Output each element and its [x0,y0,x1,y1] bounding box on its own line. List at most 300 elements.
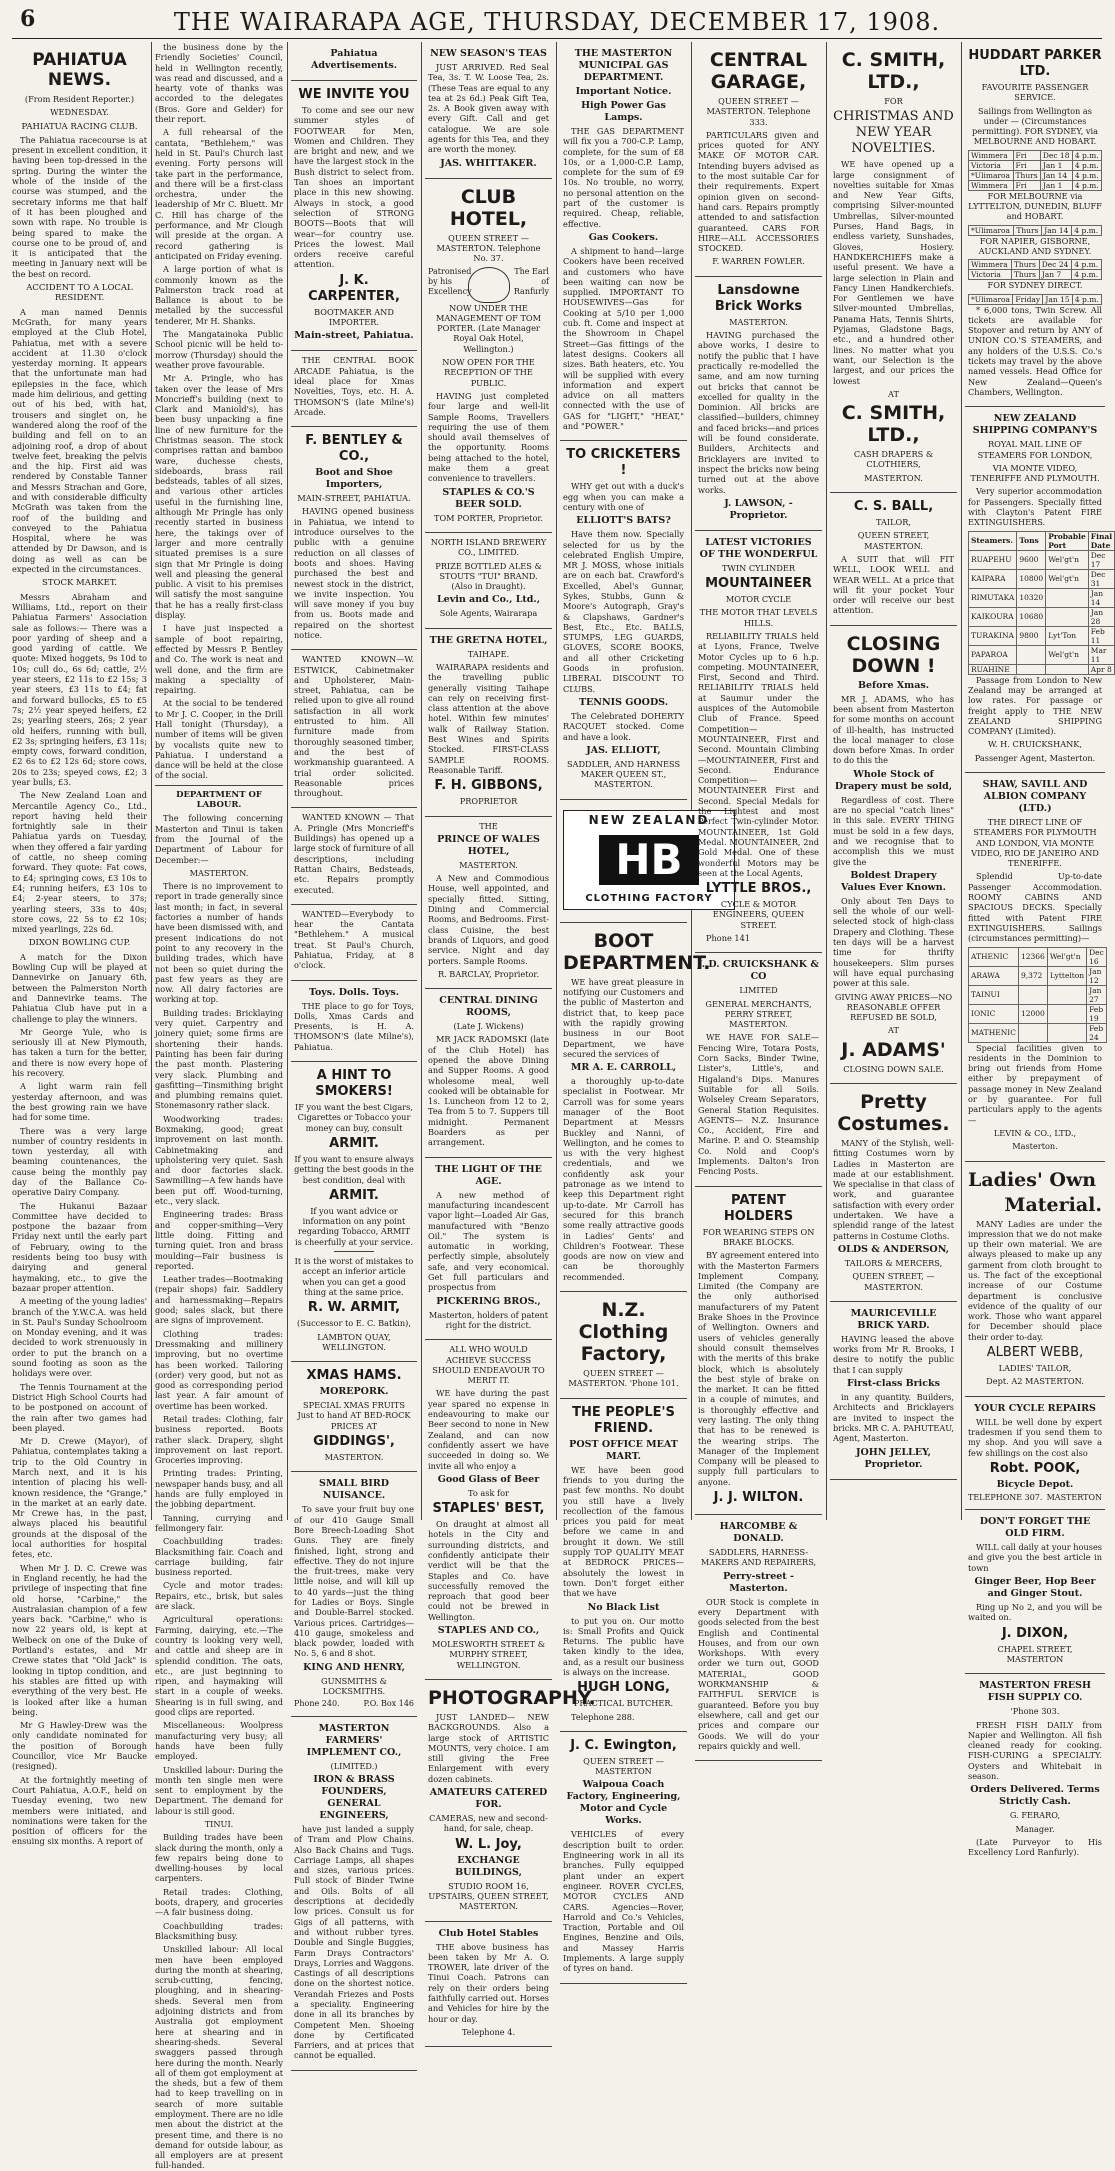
column-pahiatua-news [12,42,147,1847]
ad-name: J. K. CARPENTER, [308,272,400,304]
advertisement-king-henry [291,1472,417,1716]
ad-body: CAMERAS, new and second-hand, for sale, cheap. [429,1813,548,1834]
schedule-cell: RUAHINE [969,664,1017,674]
advertisement-pretty-costumes [830,1084,957,1302]
paragraph: Coachbuilding trades: Blacksmithing busy. [155,1920,283,1941]
ad-route: FOR SYDNEY DIRECT. [987,280,1083,291]
ad-via: VIA MONTE VIDEO, TENERIFFE AND PLYMOUTH. [970,462,1100,484]
ad-contact-row [294,1699,414,1709]
ad-name: R. BARCLAY, Proprietor. [437,968,540,979]
schedule-cell [1046,588,1089,607]
ad-name: PICKERING BROS., [436,1295,541,1307]
ad-name: W. H. CRUICKSHANK, [987,739,1083,750]
ad-phone: Phone 141 [706,933,751,943]
ad-body: WILL call daily at your houses and give you the best article in town [968,1542,1102,1573]
advertisement-boot-department [560,923,711,1292]
schedule-cell: ATHENIC [969,947,1019,966]
advertisement-central-garage [695,42,822,277]
advertisement-photography [425,1680,596,1922]
ad-sub: EXCHANGE BUILDINGS, [455,1854,522,1878]
schedule-row [969,569,1115,588]
ad-address: QUEEN STREET, — MASTERTON. [852,1271,935,1292]
ad-note: (Late Purveyor to His Excellency Lord Ranfurly). [968,1836,1102,1858]
ad-address: Perry-street - Masterton. [723,1570,794,1594]
schedule-cell: Dec 18 [1040,150,1072,160]
ad-patron-left: Patronised by his Excellency [428,266,472,297]
ad-title: CENTRAL DINING ROOMS, [439,995,538,1019]
schedule-cell: Fri [1013,160,1040,170]
paragraph: Building trades: Bricklaying very quiet. Carpentry and joinery quiet; some firms are shortening their hands. Painting has been fair during the past month. Plastering very slack. Plumbing and gasfitting—Tinsmithing bright and plumbing remains quiet. Stonemasonry rather slack. [155,1007,283,1111]
column-rule [151,42,152,1520]
paragraph: A light warm rain fell yesterday afternoon, and was the best growing rain we have had for some time. [12,1081,147,1123]
advertisement-old-firm [965,1510,1105,1674]
ad-name: GIDDINGS', [313,1434,395,1450]
advertisement-harcombe-donald [695,1515,822,1761]
schedule-cell: Fri [1013,150,1040,160]
schedule-cell: 4 p.m. [1072,170,1101,180]
ad-body: have just landed a supply of Tram and Plow Chains. Also Back Chains and Tugs. Carriage Lamps, all shapes and sizes, various prices. Full stock of Binder Twine and Oils. Bolts of all descriptions at decidedly low prices. Consult us for Gigs of all patterns, with and without rubber tyres. Double and Single Buggies, Farm Drays Contractors' Drays, Lorries and Waggons. Castings of all descriptions done on the shortest notice. Verandah Friezes and Posts a speciality. Engineering done in all its branches by Competent Men. Shoeing done by Certificated Farriers, and at prices that cannot be equalled. [294,1823,414,2061]
advertisement-prince-of-wales [425,817,552,990]
advertisement-teas [425,42,552,179]
schedule-cell [1017,645,1046,664]
ad-body: A new method of manufacturing incandescent vapor light—Loaded Air Gas, manufactured with "Benzo Oil." The system is automatic in working, perfectly simple, absolutely safe, and very economical. Get full particulars and prospectus from [428,1189,549,1293]
schedule-cell: Dec 31 [1088,569,1114,588]
ad-name: KING AND HENRY, [303,1661,405,1673]
paragraph: Messrs Abraham and Williams, Ltd., report on their Pahiatua Farmers' Association sale as follows:— There was a poor yarding of sheep and a good yarding of cattle. We quote: Mixed hoggets, 9s 10d to 10s; cull do., 6s 6d; cattle, 2½ year steers, £2 11s to £2 15s; 3 year steers, £3 11s to £4; fat and forward bullocks, £5 to £5 7s; 2½ year speyed heifers, £2 2s; yearling steers, 26s; 2 year old heifers, running with bull, £2 3s; springing heifers, £3 11s; empty cows, forward condition, £2 6s to £2 12s 6d; store cows, 20s to 23s; speyed cows, £2; 3 year bulls, £3. [12,591,147,787]
ad-name: C. S. BALL, [853,499,934,515]
ad-trade: GENERAL MERCHANTS, PERRY STREET, MASTERTON. [705,998,812,1030]
advertisement-nz-shipping [965,407,1113,773]
schedule-cell: KAIKOURA [969,607,1017,626]
ad-body: JUST ARRIVED. Red Seal Tea, 3s. T. W. Loose Tea, 2s. (These Teas are equal to any tea at 2s 6d.) Peak Gift Tea, 2s. A Book given away with every Gift. Call and get catalogue. We are sole agents for this Tea, and they are worth the money. [428,62,549,155]
ad-body: in any quantity. Builders, Architects and Bricklayers are invited to inspect the bricks. MR C. A. PAHUTEAU, Agent, Masterton. [833,1392,954,1444]
ad-address: MASTERTON. [459,859,518,870]
schedule-row [969,160,1102,170]
ad-title: PRINCE OF WALES HOTEL, [437,833,540,857]
schedule-header-cell: Steamers. [969,531,1017,550]
ad-trade: PRACTICAL BUTCHER. [573,1698,674,1709]
ad-bold: No Black List [587,1601,660,1613]
paragraph: The Pahiatua racecourse is at present in excellent condition, it having been top-dressed in the spring. During the winter the whole of the inside of the course was stumped, and the secretary informs me that half of it has been ploughed and sown with rape. No trouble is being spared to make the course one to be proud of, and it is anticipated that the meeting in January next will be the best on record. [12,134,147,279]
schedule-cell: Jan 27 [1087,985,1107,1004]
paragraph: Unskilled labour: All local men have been employed during the month at shearing, scrub-cutting, fencing, ploughing, and in shearing-sheds. Several men from adjoining districts and from Australia got employment here at shearing and in shearing-sheds. Several swaggers passed through here during the month. Nearly all of them got employment at the sheds, but a few of them had to keep travelling on in search of more suitable employment. There are no idle men about the district at the present time, and there is no demand for outside labour, as all employers are at present full-handed. [155,1944,283,2171]
ad-the: THE [479,820,498,831]
advertisement-wanted-estwick [291,650,417,808]
subheading: ACCIDENT TO A LOCAL RESIDENT. [26,283,133,304]
ad-body: A New and Commodious House, well appointed, and specially fitted. Sitting, Dining and Commercial Rooms, and Bedrooms. First-class Cuisine, the best brands of Liquors, and good service. Night and day porters. Sample Rooms. [428,873,549,966]
paragraph: When Mr J. D. C. Crewe was in England recently, he had the privilege of inspecting that fine old horse, "Carbine," the Australasian champion of a few years back. "Carbine," who is now 22 years old, is kept at Welbeck on one of the Duke of Portland's estates, and Mr Crewe states that "Old Jack" is looking in tiptop condition, and his stables are fitted up with everything of the very best. He is looked after like a human being. [12,1562,147,1717]
schedule-cell [1017,664,1046,674]
byline: (From Resident Reporter.) [24,94,135,104]
advertisement-mountaineer [695,531,822,954]
ad-name: ARMIT. [329,1187,379,1203]
schedule-cell: Wimmera [969,180,1014,190]
schedule-cell: Jan 14 [1040,170,1072,180]
schedule-cell: TAINUI [969,985,1019,1004]
ad-bold: Ginger Beer, Hop Beer and Ginger Stout. [974,1576,1096,1600]
ad-body: Regardless of cost. There are no special "catch lines" in this sale. EVERY THING must be sold in a few days, and we recognise that to accomplish this we must give the [833,794,954,867]
schedule-row [969,985,1107,1004]
paragraph: At the fortnightly meeting of Court Pahiatua, A.O.F., held on Tuesday evening, two new members were initiated, and nominations were taken for the position of officers for the ensuing six months. A report of [12,1774,147,1847]
paragraph: the business done by the Friendly Societies' Council, held in Wellington recently, was read and discussed, and a hearty vote of thanks was accorded to the delegates (Bros. Gore and Gelder) for their report. [155,42,283,125]
ad-name: F. BENTLEY & CO., [305,433,403,465]
ad-address: MOLESWORTH STREET & MURPHY STREET, WELLINGTON. [431,1639,545,1670]
advertisement-huddart-parker [965,42,1105,407]
schedule-row [969,588,1115,607]
ad-name: MOUNTAINEER [705,576,812,592]
ad-title-line2: Material. [1004,1193,1102,1216]
paragraph: There is no improvement to report in trade generally since last month; in fact, in several factories a number of hands have been dismissed with, and present indications do not point to any recovery in the building trades, which have not been so quiet during the past few years as they are now. All dairy factories are working at top. [155,881,283,1005]
paragraph: Agricultural operations: Farming, dairying, etc.—The country is looking very well, and cattle and sheep are in splendid condition. The oats, etc., are just beginning to ripen, and haymaking will start in a couple of weeks. Shearing is in full swing, and good clips are reported. [155,1614,283,1718]
paragraph: Coachbuilding trades: Blacksmithing fair. Coach and carriage building, fair business reported. [155,1536,283,1578]
schedule-cell: TURAKINA [969,626,1017,645]
ad-body: HAVING leased the above works from Mr R. Brooks, I desire to notify the public that I can supply [833,1333,954,1375]
ad-body: OUR Stock is complete in every Department with goods selected from the best English and Continental Houses, and from our own Workshops. With every order we turn out, GOOD MATERIAL, GOOD WORKMANSHIP & FAITHFUL SERVICE is guaranteed. Before you buy elsewhere, call and get our prices and compare our Goods. We will do your repairs quickly and well. [698,1596,819,1751]
ad-title: XMAS HAMS. [306,1368,402,1384]
ad-title: WE INVITE YOU [298,87,410,102]
ad-body: It is the worst of mistakes to accept an inferior article when you can get a good thing at the same price. [294,1256,414,1297]
ad-name: J. C. Ewington, [570,1737,677,1753]
schedule-cell: MATHENIC [969,1023,1019,1042]
schedule-cell: 4 p.m. [1072,294,1101,304]
schedule-cell: Lyt'Ton [1046,626,1089,645]
paragraph: The following concerning Masterton and Tinui is taken from the Journal of the Department of Labour for December:— [155,813,283,865]
schedule-cell: 10800 [1017,569,1046,588]
ad-body: WANTED KNOWN — That A. Pringle (Mrs Moncrieff's Buildings) has opened up a large stock of furniture of all descriptions, including Rattan Chairs, Bedsteads, etc. Repairs promptly executed. [294,812,414,895]
column-gas-boots [560,42,713,1974]
sailing-schedule [968,150,1102,191]
ad-title: PHOTOGRAPHY. [428,1686,596,1709]
schedule-row [969,607,1115,626]
schedule-cell: Feb 11 [1088,626,1114,645]
column-rule [826,42,827,1520]
ad-title: NORTH ISLAND BREWERY CO., LIMITED. [430,536,547,558]
ad-phone: 'Phone 303. [1010,1706,1060,1717]
schedule-cell: Thurs [1011,270,1039,280]
ad-patronage-row [428,267,549,303]
advertisement-carpenter [291,81,417,351]
paragraph: Building trades have been slack during the month, only a few repairs being done to dwelling-houses by local carpenters. [155,1832,283,1884]
advertisement-cricketers [560,441,687,799]
ad-name: JAS. ELLIOTT, [586,744,661,756]
ad-sub: TENNIS GOODS. [578,696,669,708]
ad-bold: Boldest Drapery Values Ever Known. [841,869,946,893]
ad-address: Main-street, Pahiatua. [294,330,414,342]
schedule-header-cell: Final Date [1088,531,1114,550]
section-title: Pahiatua Advertisements. [310,48,398,71]
ad-title-line1: Ladies' Own [968,1168,1097,1191]
advertisement-nz-clothing [560,1292,687,1399]
ad-trade: SADDLER, AND HARNESS MAKER QUEEN ST., MASTERTON. [566,758,681,790]
advertisement-cruickshank [695,953,822,1186]
royal-crest-icon [468,267,510,303]
paragraph: I have just inspected a sample of boot repairing, effected by Messrs P. Bentley and Co. The work is neat and well done, and the firm are making a speciality of repairing. [155,623,283,696]
ad-sub: FAVOURITE PASSENGER SERVICE. [981,82,1089,103]
ad-name: J. D. CRUICKSHANK & CO [698,959,819,983]
ad-title: THE MASTERTON MUNICIPAL GAS DEPARTMENT. [574,48,673,83]
schedule-cell: 4 p.m. [1072,260,1102,270]
advertisement-club-hotel [425,179,552,533]
ad-sub: Bicycle Depot. [996,1478,1074,1490]
schedule-cell: Jan 28 [1088,607,1114,626]
schedule-cell: Feb 19 [1087,1004,1107,1023]
advertisement-staples [425,1340,552,1680]
schedule-cell [1018,1023,1047,1042]
ad-body: PARTICULARS given and prices quoted for ANY MAKE OF MOTOR CAR. Intending buyers advised as to the most suitable Car for their requirements. Expert opinion given on second-hand cars. Repairs promptly attended to and satisfaction guaranteed. CARS FOR HIRE—ALL ACCESSORIES STOCKED. [698,129,819,254]
schedule-body [969,294,1102,304]
schedule-header-cell: Tons [1017,531,1046,550]
ad-body: WE have great pleasure in notifying our Customers and the public of Masterton and district that, to keep pace with the rapidly growing business in our Boot Department, we have secured the services of [563,976,684,1059]
ad-tagline: THE MOTOR THAT LEVELS HILLS. [699,607,818,628]
ad-body: THE GAS DEPARTMENT will fix you a 700-C.P. Lamp, complete, for the sum of £8 10s, or a 1,000-C.P. Lamp, complete for the sum of £9 10s. No trouble, no worry, no personal attention on the part of the customer is required. Cheap, reliable, effective. [563,126,684,229]
paragraph: Miscellaneous: Woolpress manufacturing very busy; all hands have been fully employed. [155,1720,283,1762]
schedule-row [969,1023,1107,1042]
ad-phone: Telephone 288. [571,1711,635,1722]
ad-name: J. LAWSON, - Proprietor. [724,497,793,521]
ad-body: HAVING opened business in Pahiatua, we intend to introduce ourselves to the public with a genuine reduction on all classes of boots and shoes. Having purchased the best and newest stock in the district, we invite inspection. You will save money if you buy from us. Boots made and repaired on the shortest notice. [294,506,414,640]
column-labour [155,42,283,2171]
paragraph: At the social to be tendered to Mr J. C. Cooper, in the Drill Hall tonight (Thursday), a number of items will be given by vocalists quite new to Pahiatua. I understand a dance will be held at the close of the social. [155,698,283,781]
schedule-cell: Dec 24 [1039,260,1072,270]
logo-top-text: NEW ZEALAND [588,812,710,827]
ad-body: WE have been good friends to you during the past few months. No doubt you still have a lively recollection of the famous prices you paid for meat before we came in and brought it down. We still supply TOP QUALITY MEAT at BEDROCK PRICES—absolutely the lowest in town. Don't forget either that we have [563,1464,684,1599]
schedule-row [969,294,1102,304]
ad-title: THE GRETNA HOTEL, [429,634,548,646]
ad-body: Very superior accommodation for Passengers. Specially fitted with Clayton's Patent FIRE EXTINGUISHERS. [968,486,1102,528]
schedule-row [969,1004,1107,1023]
ad-title: CHRISTMAS AND NEW YEAR NOVELTIES. [833,109,954,157]
paragraph: Mr George Yule, who is seriously ill at New Plymouth, has taken a turn for the better, and there is now every hope of his recovery. [12,1026,147,1079]
advertisement-light-of-age [425,1158,552,1341]
subheading: PAHIATUA RACING CLUB. [21,121,138,132]
advertisement-farmers-implement [291,1717,417,2071]
paragraph: A match for the Dixon Bowling Cup will be played at Dannevirke on January 6th, between the Palmerston North and Dannevirke teams. The Pahiatua Club have put in a challenge to play the winners. [12,951,147,1024]
ad-at: AT [888,1025,899,1036]
advertisement-mauriceville-brick [830,1302,957,1480]
dateline: WEDNESDAY. [50,107,109,118]
ad-name: Levin and Co., Ltd., [436,594,541,606]
ad-ltd: LIMITED [739,985,778,996]
schedule-cell: Lyttelton [1047,966,1086,985]
schedule-cell: Wel'gt'n [1046,550,1089,569]
ad-body: Only about Ten Days to sell the whole of our well-selected stock of high-class Drapery and Clothing. These ten days will be a harvest time for thrifty housekeepers. Slim purses will have equal purchasing power at this sale. [833,895,954,989]
schedule-cell: Jan 14 [1042,225,1072,235]
schedule-row [969,645,1115,664]
ad-body: WHY get out with a duck's egg when you can make a century with one of [563,481,684,512]
ad-body: MANY Ladies are under the impression that we do not make up their own material. We are always pleased to make up any garment from cloth brought to us. The fact of the exceptional increase of our Costume department is conclusive evidence of the quality of our work. Those who want apparel for December should place their order to-day. [968,1218,1102,1342]
paragraph: Retail trades: Clothing, boots, drapery, and groceries—A fair business doing. [155,1886,283,1918]
schedule-cell: 12366 [1018,947,1047,966]
advertisement-cycle-repairs [965,1397,1105,1510]
ad-address: QUEEN STREET — MASTERTON. 'Phone 101. [568,1368,679,1389]
paragraph: Tanning, currying and fellmongery fair. [155,1512,283,1533]
ad-address: MASTERTON. [729,316,788,327]
schedule-row [969,550,1115,569]
schedule-cell: ARAWA [969,966,1019,985]
ad-name: STAPLES AND CO., [437,1625,540,1637]
schedule-cell: Victoria [969,160,1014,170]
ad-address: QUEEN STREET — MASTERTON [583,1755,664,1777]
ad-address: MAIN-STREET, PAHIATUA. [297,493,411,504]
schedule-body [969,260,1102,280]
ad-body: to put you on. Our motto is: Small Profits and Quick Returns. The public have taken kindly to the idea, and, as a result our business is always on the increase. [563,1615,684,1677]
ad-successor: (Successor to E. C. Batkin), [297,1318,411,1329]
paragraph: The New Zealand Loan and Mercantile Agency Co., Ltd., report having held their fortnightly sale in their Pahiatua yards on Tuesday, when they offered a fair yarding of cattle, no sheep coming forward. They quote: Fat cows, to £4; springing cows, £3 10s to £4; running heifers, £3 10s to £4; 2-year steers, to 37s; yearling steers, 33s to 40s; store cows, 22 5s to £2 10s; mixed yearlings, 22s 6d. [12,790,147,935]
ad-body: NOW OPEN FOR THE RECEPTION OF THE PUBLIC. [442,357,535,388]
schedule-cell: Wel'gt'n [1047,947,1086,966]
ad-route: FOR NAPIER, GISBORNE, AUCKLAND AND SYDNEY. [978,235,1092,256]
schedule-body [969,225,1102,235]
ad-proprietor: PROPRIETOR [459,796,518,807]
schedule-cell: *Ulimaroa [969,225,1014,235]
ad-title: NEW SEASON'S TEAS [430,48,547,59]
ad-title: Pretty Costumes. [837,1091,950,1135]
ad-trade: BOOTMAKER AND IMPORTER. [314,306,394,328]
ad-title: Lansdowne Brick Works [714,282,803,314]
ad-name: J. J. WILTON. [713,1490,804,1506]
advertisement-gas-department [560,42,687,441]
ad-title: CLUB HOTEL, [449,185,528,230]
ad-title: THE LIGHT OF THE AGE. [435,1163,542,1187]
schedule-cell: Jan 12 [1087,966,1107,985]
ad-name: HUGH LONG, [577,1680,670,1696]
ad-note: * 6,000 tons, Twin Screw. All tickets are available for Stopover and return by ANY of UNION CO.'S STEAMERS, and any holders of the U.S.S. Co.'s tickets may travel by the above named vessels. Head Office for New Zealand—Queen's Chambers, Wellington. [968,304,1102,397]
schedule-cell: Wimmera [969,150,1014,160]
schedule-cell: Victoria [969,270,1012,280]
ad-title: DON'T FORGET THE OLD FIRM. [979,1516,1091,1540]
ad-body: HAVING purchased the above works, I desire to notify the public that I have practically re-modelled the same, and am now turning out bricks that cannot be excelled for quality in the Dominion. All bricks are classified—builders, chimney and faced bricks—and prices will be found considerate. Builders, Architects and Bricklayers are invited to inspect the bricks now being turned out at the above works. [698,330,819,495]
schedule-cell: 4 p.m. [1072,225,1102,235]
ad-trade: TAILOR, [875,517,912,528]
schedule-cell [1046,607,1089,626]
schedule-cell [1047,1004,1086,1023]
schedule-header [969,531,1115,550]
ad-note: Masterton, holders of patent right for the district. [428,1309,549,1330]
schedule-cell: 10320 [1017,588,1046,607]
sailing-schedule [968,947,1107,1043]
ad-body: MR J. ADAMS, who has been absent from Masterton for some months on account of ill-health, has instructed the local manager to close down before Xmas. In order to do this the [833,693,954,766]
ad-sub: FOR WEARING STEPS ON BRAKE BLOCKS. [702,1226,815,1247]
ad-phone: Telephone 4. [461,2026,516,2037]
paragraph: There was a very large number of country residents in town yesterday, all with beaming countenances, the cause being the monthly pay day of the Ballance Co-operative Dairy Company. [12,1125,147,1198]
schedule-cell: Dec 16 [1087,947,1107,966]
ad-name: Robt. POOK, [989,1460,1081,1476]
schedule-cell: *Ulimaroa [969,294,1013,304]
schedule-row [969,966,1107,985]
paragraph: Retail trades: Clothing, fair business reported. Boots rather slack. Drapery, slight improvement on last report. Groceries improving. [155,1414,283,1466]
ad-trade: CASH DRAPERS & CLOTHIERS, [853,449,934,470]
ad-address: QUEEN STREET, MASTERTON. [857,530,930,551]
advertisement-gretna-hotel [425,629,552,817]
paragraph: A full rehearsal of the cantata, "Bethlehem," was held in St. Paul's Church last evening. Forty persons will take part in the performance, and there will be a first-class orchestra, under the leadership of Mr C. Bluett. Mr C. Hill has charge of the performance, and Mr Clough will preside at the organ. A record gathering is anticipated on Friday evening. [155,127,283,261]
paragraph: Engineering trades: Brass and copper-smithing—Very little doing. Fitting and turning quiet. Iron and brass moulding—Fair business is reported. [155,1209,283,1271]
ad-body: WANTED KNOWN—W. ESTWICK, Cabinetmaker and Upholsterer, Main-street, Pahiatua, can be relied upon to give all round satisfaction in all work entrusted to him. All furniture made from thoroughly seasoned timber, and the best of workmanship guaranteed. A trial order solicited. Reasonable prices throughout. [294,654,414,799]
divider [334,1251,374,1252]
advertisement-wanted-pringle [291,808,417,904]
column-rule [287,42,288,1520]
sailing-schedule [968,294,1102,305]
masthead [0,0,1114,40]
ad-sub: Gas Cookers. [588,231,659,243]
ad-title: BOOT DEPARTMENT. [563,929,711,974]
advertisement-c-smith [830,42,957,493]
schedule-cell: 9,372 [1018,966,1047,985]
schedule-cell: 4 p.m. [1072,180,1101,190]
advertisement-closing-down [830,626,957,1084]
paragraph: The Tennis Tournament at the District High School Courts had to be postponed on account of the rain after two games had been played. [12,1381,147,1433]
newspaper-title: THE WAIRARAPA AGE, THURSDAY, DECEMBER 17, 1908. [173,8,941,36]
schedule-row [969,150,1102,160]
ad-name: STAPLES & CO.'S BEER SOLD. [442,486,535,510]
ad-bold: AMATEURS CATERED FOR. [429,1787,548,1811]
paragraph: Woodworking trades: Boxmaking, good; great improvement on last month. Cabinetmaking and upholstering very quiet. Sash and door factories slack. Sawmilling—A few hands have been put off. Wood-turning, etc., very slack. [155,1113,283,1207]
ad-body: JUST LANDED— NEW BACKGROUNDS. Also a large stock of ARTISTIC MOUNTS, very choice. I am still giving the Free Enlargement with every dozen cabinets. [428,1711,549,1784]
paragraph: The Hukanui Bazaar Committee have decided to postpone the bazaar from Friday next until the early part of February, owing to the residents being too busy with dairying and general haymaking, etc., to give the bazaar proper attention. [12,1200,147,1293]
schedule-body [969,150,1102,190]
ad-sub: Waipoua Coach Factory, Engineering, Motor and Cycle Works. [566,1779,681,1827]
paragraph: Printing trades: Printing, newspaper hands busy, and all hands are fully employed in the jobbing department. [155,1468,283,1510]
page-number: 6 [20,6,36,32]
sailing-schedule [968,531,1115,675]
schedule-cell: *Ulimaroa [969,170,1014,180]
ad-title: MASTERTON FARMERS' IMPLEMENT CO., [306,1722,402,1758]
ad-name: R. W. ARMIT, [307,1300,401,1316]
column-hotels [425,42,596,2037]
ad-title: YOUR CYCLE REPAIRS [974,1402,1096,1414]
ad-trade: SADDLERS, HARNESS-MAKERS AND REPAIRERS, [700,1547,817,1568]
schedule-cell [1047,985,1086,1004]
ad-name: F. H. GIBBONS, [434,778,543,794]
ad-contact-row [968,1493,1102,1503]
column-rule [691,42,692,1520]
schedule-cell: 10680 [1017,607,1046,626]
ad-body: Sailings from Wellington as under — (Circumstances permitting). FOR SYDNEY, via MELBOURNE AND HOBART. [971,105,1099,147]
schedule-cell: RIMUTAKA [969,588,1017,607]
ad-brand: STAPLES' BEST, [432,1501,545,1517]
ad-agent: LEVIN & CO., LTD., [993,1127,1077,1138]
ad-body: WAIRARAPA residents and the travelling public generally visiting Taihape can rely on receiving first-class attention at the above hotel. Within few minutes' walk of Railway Station. Best Wines and Spirits Stocked. FIRST-CLASS SAMPLE ROOMS. Reasonable Tariff. [428,661,549,775]
schedule-row [969,170,1102,180]
ad-role: Manager. [1015,1823,1055,1834]
ad-name: C. SMITH, LTD., [841,402,946,447]
ad-title: CENTRAL GARAGE, [709,49,808,93]
schedule-cell [1018,985,1047,1004]
ad-title: THE PEOPLE'S FRIEND. [572,1404,675,1436]
schedule-cell: 4 p.m. [1072,270,1102,280]
ad-address: Masterton. [1012,1141,1058,1152]
advertisement-c-s-ball [830,493,957,626]
ad-body: THE place to go for Toys, Dolls, Xmas Cards and Presents, is H. A. THOMSON'S (late Milne's), Pahiatua. [294,1000,414,1052]
schedule-body [969,947,1107,1042]
ad-title: ALL WHO WOULD ACHIEVE SUCCESS SHOULD ENDEAVOUR TO MERIT IT. [432,1344,545,1386]
ad-address: MASTERTON. [324,1452,384,1463]
ad-note: Passage from London to New Zealand may be arranged at low rates. For passage or freight apply to THE NEW ZEALAND SHIPPING COMPANY (Limited). [968,674,1102,737]
ad-name: C. SMITH, LTD., [841,49,946,93]
ad-sub: IRON & BRASS FOUNDERS, GENERAL ENGINEERS, [313,1773,395,1821]
schedule-row [969,626,1115,645]
column-shipping [965,42,1113,1858]
ad-sub: Before Xmas. [857,679,930,691]
ad-at: AT [888,388,899,399]
column-rule [961,42,962,1520]
advertisement-armit [291,1062,417,1362]
ad-body: MANY of the Stylish, well-fitting Costumes worn by Ladies in Masterton are made at our establishment. We specialise in that class of work, and guarantee satisfaction with every order undertaken. We have a splendid range of the latest patterns in Costume Cloths. [833,1138,954,1241]
advertisement-dining-rooms [425,989,552,1158]
schedule-header-cell: Probable Port [1046,531,1089,550]
advertisement-lansdowne-brick [695,277,822,531]
schedule-cell: RUAPEHU [969,550,1017,569]
paragraph: Mr D. Crewe (Mayor), of Pahiatua, contemplates taking a trip to the Old Country in March next, and it is his intention of placing his well-known residence, the "Grange," in the market at an early date. Mr Crewe has, in the past, always placed his beautiful grounds at the disposal of the local authorities for hospital fetes, etc. [12,1436,147,1560]
